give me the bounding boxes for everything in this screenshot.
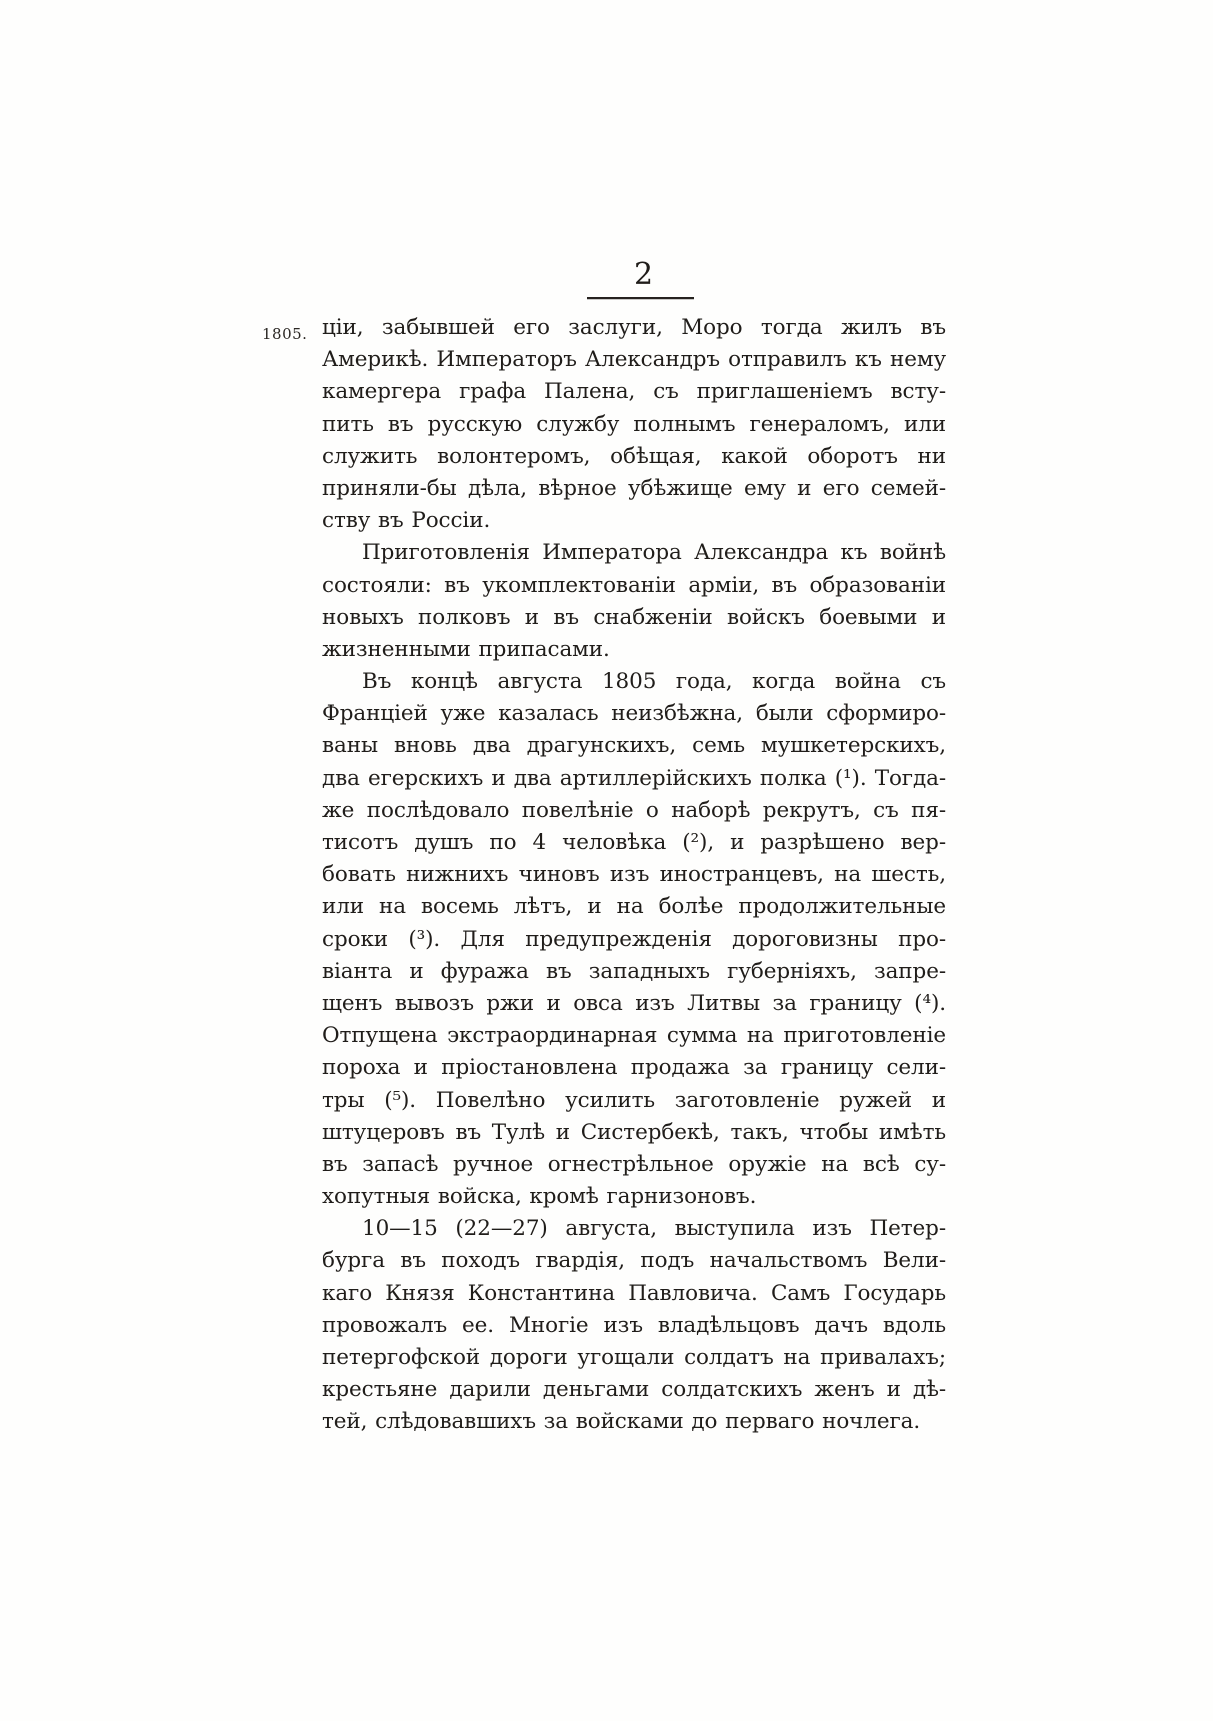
text-block: [322, 312, 946, 1439]
text-line: каго Князя Константина Павловича. Самъ Государь: [322, 1280, 946, 1306]
text-line: Отпущена экстраординарная сумма на приготовленіе: [322, 1023, 946, 1049]
text-line: Приготовленія Императора Александра къ войнѣ: [362, 540, 946, 566]
text-line: провожалъ ее. Многіе изъ владѣльцовъ дачъ вдоль: [322, 1312, 946, 1338]
text-line: петергофской дороги угощали солдатъ на привалахъ;: [322, 1345, 946, 1370]
text-line: пить въ русскую службу полнымъ генераломъ, или: [322, 411, 946, 437]
text-line: 10—15 (22—27) августа, выступила изъ Петер-: [362, 1216, 946, 1242]
page-number-rule: [587, 297, 694, 299]
text-line: служить волонтеромъ, обѣщая, какой оборотъ ни: [322, 443, 946, 469]
text-line: бовать нижнихъ чиновъ изъ иностранцевъ, на шесть,: [322, 862, 946, 888]
text-line: камергера графа Палена, съ приглашеніемъ всту-: [322, 379, 946, 405]
text-line: пороха и пріостановлена продажа за границу сели-: [322, 1055, 946, 1081]
page-number: 2: [633, 257, 655, 292]
text-line: тей, слѣдовавшихъ за войсками до перваго ночлега.: [322, 1409, 921, 1435]
text-line: въ запасѣ ручное огнестрѣльное оружіе на всѣ су-: [322, 1151, 946, 1177]
text-line: сроки (³). Для предупрежденія дороговизны про-: [322, 926, 946, 952]
text-line: бурга въ походъ гвардія, подъ начальствомъ Вели-: [322, 1248, 946, 1274]
text-line: Франціей уже казалась неизбѣжна, были сформиро-: [322, 701, 946, 727]
text-line: состояли: въ укомплектованіи арміи, въ образованіи: [322, 572, 946, 598]
text-line: хопутныя войска, кромѣ гарнизоновъ.: [322, 1184, 757, 1210]
text-line: ству въ Россіи.: [322, 508, 491, 534]
text-line: жизненными припасами.: [322, 636, 610, 662]
text-line: или на восемь лѣтъ, и на болѣе продолжительные: [322, 894, 946, 920]
text-line: тисотъ душъ по 4 человѣка (²), и разрѣшено вер-: [322, 830, 946, 855]
text-line: Въ концѣ августа 1805 года, когда война съ: [362, 669, 946, 695]
text-line: ціи, забывшей его заслуги, Моро тогда жилъ въ: [322, 315, 946, 340]
text-line: два егерскихъ и два артиллерійскихъ полка (¹). Тогда-: [322, 765, 946, 791]
text-line: крестьяне дарили деньгами солдатскихъ женъ и дѣ-: [322, 1377, 946, 1403]
text-line: щенъ вывозъ ржи и овса изъ Литвы за границу (⁴).: [322, 990, 946, 1016]
text-line: тры (⁵). Повелѣно усилить заготовленіе ружей и: [322, 1087, 946, 1113]
text-line: ваны вновь два драгунскихъ, семь мушкетерскихъ,: [322, 733, 946, 759]
text-line: же послѣдовало повелѣніе о наборѣ рекрутъ, съ пя-: [322, 797, 946, 823]
text-line: приняли-бы дѣла, вѣрное убѣжище ему и его семей-: [322, 475, 946, 501]
margin-year-note: 1805.: [262, 325, 308, 343]
text-line: Америкѣ. Императоръ Александръ отправилъ къ нему: [322, 347, 946, 373]
text-line: новыхъ полковъ и въ снабженіи войскъ боевыми и: [322, 604, 946, 630]
text-line: віанта и фуража въ западныхъ губерніяхъ, запре-: [322, 958, 946, 984]
text-line: штуцеровъ въ Тулѣ и Систербекѣ, такъ, чтобы имѣть: [322, 1119, 946, 1145]
